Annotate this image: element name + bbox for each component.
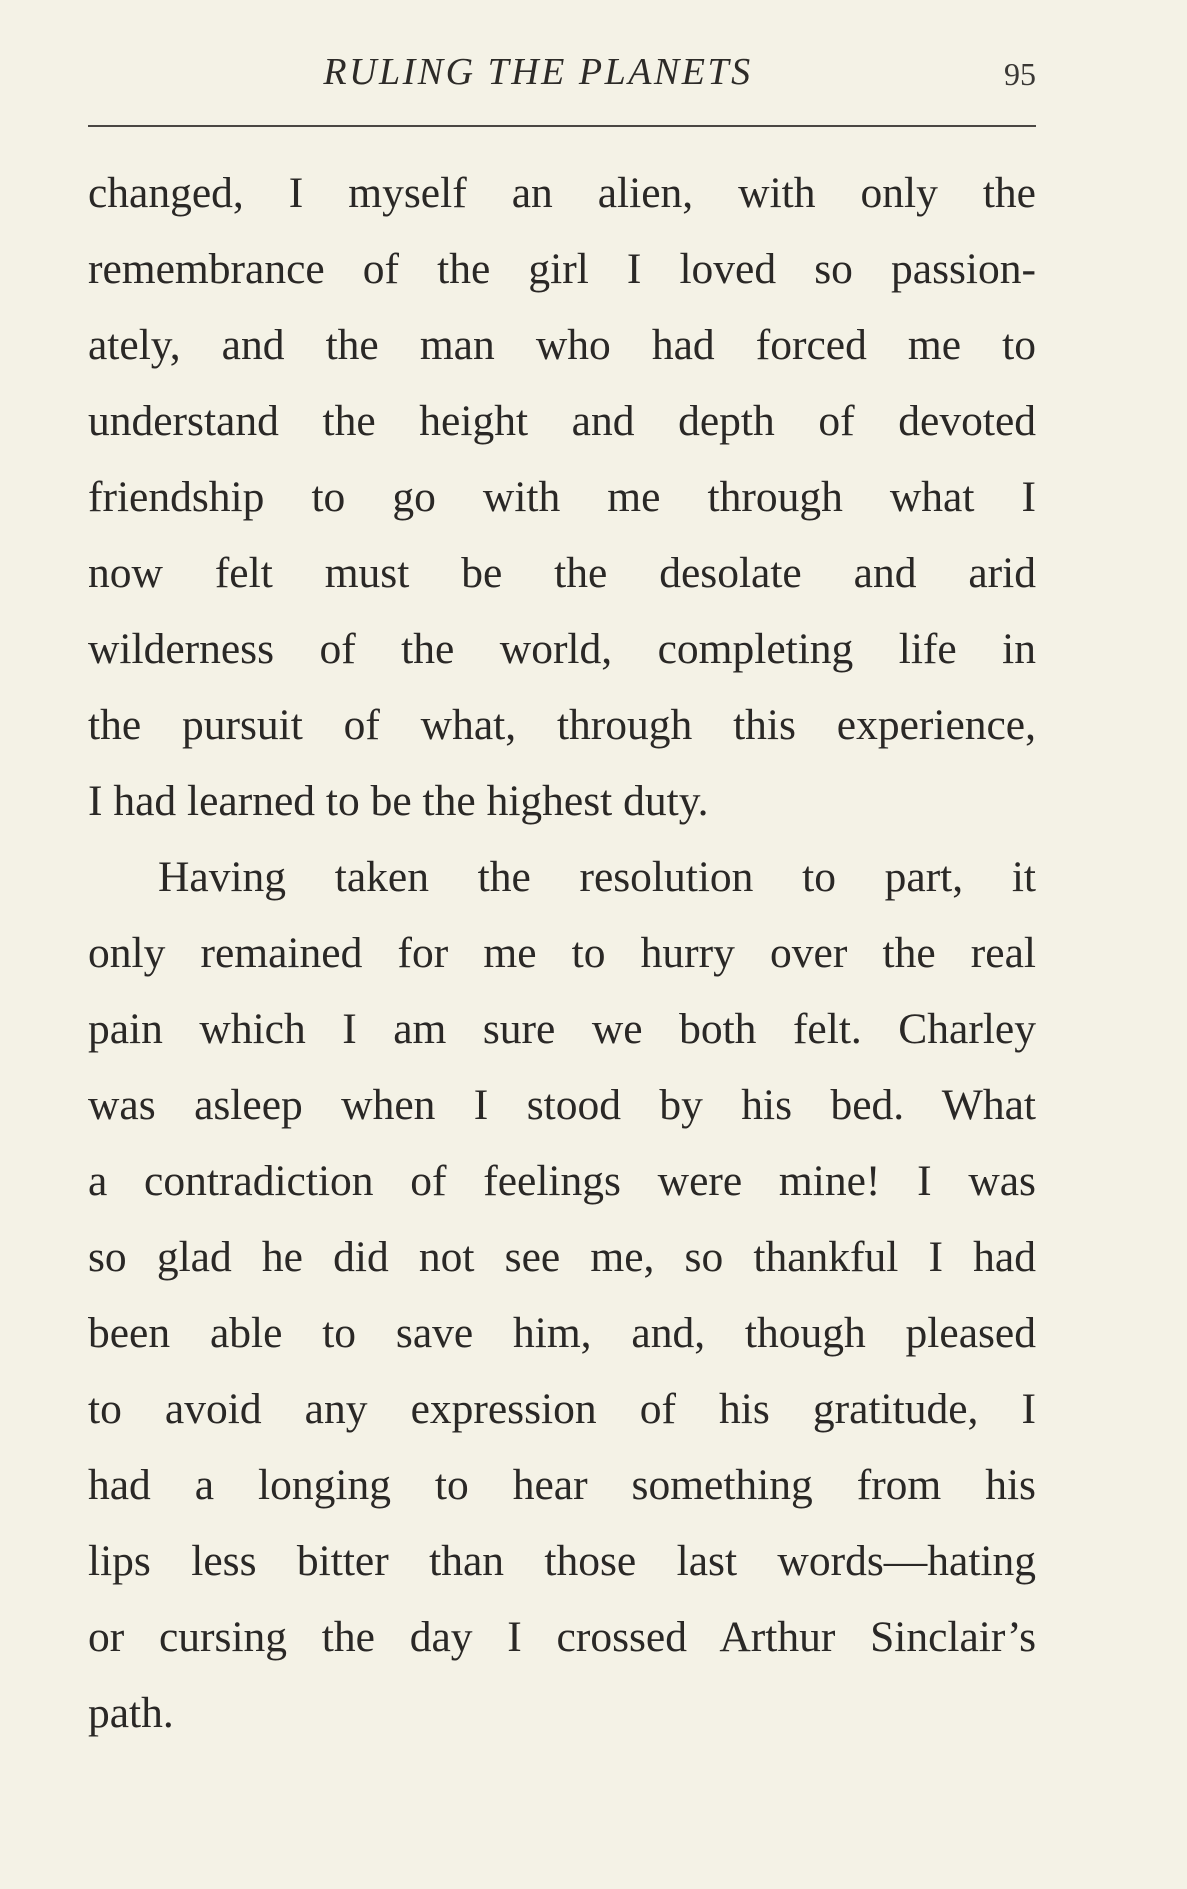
text-line: been able to save him, and, though pleased [88,1309,1036,1357]
paragraph-start-line: Having taken the resolution to part, it [158,853,1036,901]
text-line: now felt must be the desolate and arid [88,549,1036,597]
paragraph-end-line: path. [88,1689,174,1737]
text-line: so glad he did not see me, so thankful I had [88,1233,1036,1281]
text-line: friendship to go with me through what I [88,473,1036,521]
page-number: 95 [1004,56,1036,92]
body-text [88,155,1036,1751]
text-line: remembrance of the girl I loved so passion- [88,245,1036,293]
text-line: changed, I myself an alien, with only the [88,169,1036,217]
text-line: understand the height and depth of devoted [88,397,1036,445]
text-line: wilderness of the world, completing life in [88,625,1036,673]
paragraph-end-line: I had learned to be the highest duty. [88,777,709,825]
text-line: the pursuit of what, through this experience, [88,701,1036,749]
text-line: only remained for me to hurry over the real [88,929,1036,977]
text-line: or cursing the day I crossed Arthur Sinclair’s [88,1613,1036,1661]
text-line: lips less bitter than those last words—hating [88,1537,1036,1585]
text-line: to avoid any expression of his gratitude, I [88,1385,1036,1433]
text-line: pain which I am sure we both felt. Charley [88,1005,1036,1053]
text-line: had a longing to hear something from his [88,1461,1036,1509]
text-line: ately, and the man who had forced me to [88,321,1036,369]
text-line: was asleep when I stood by his bed. What [88,1081,1036,1129]
text-line: a contradiction of feelings were mine! I was [88,1157,1036,1205]
header-rule [88,125,1036,127]
running-title: RULING THE PLANETS [323,51,753,93]
running-head [88,44,1036,104]
